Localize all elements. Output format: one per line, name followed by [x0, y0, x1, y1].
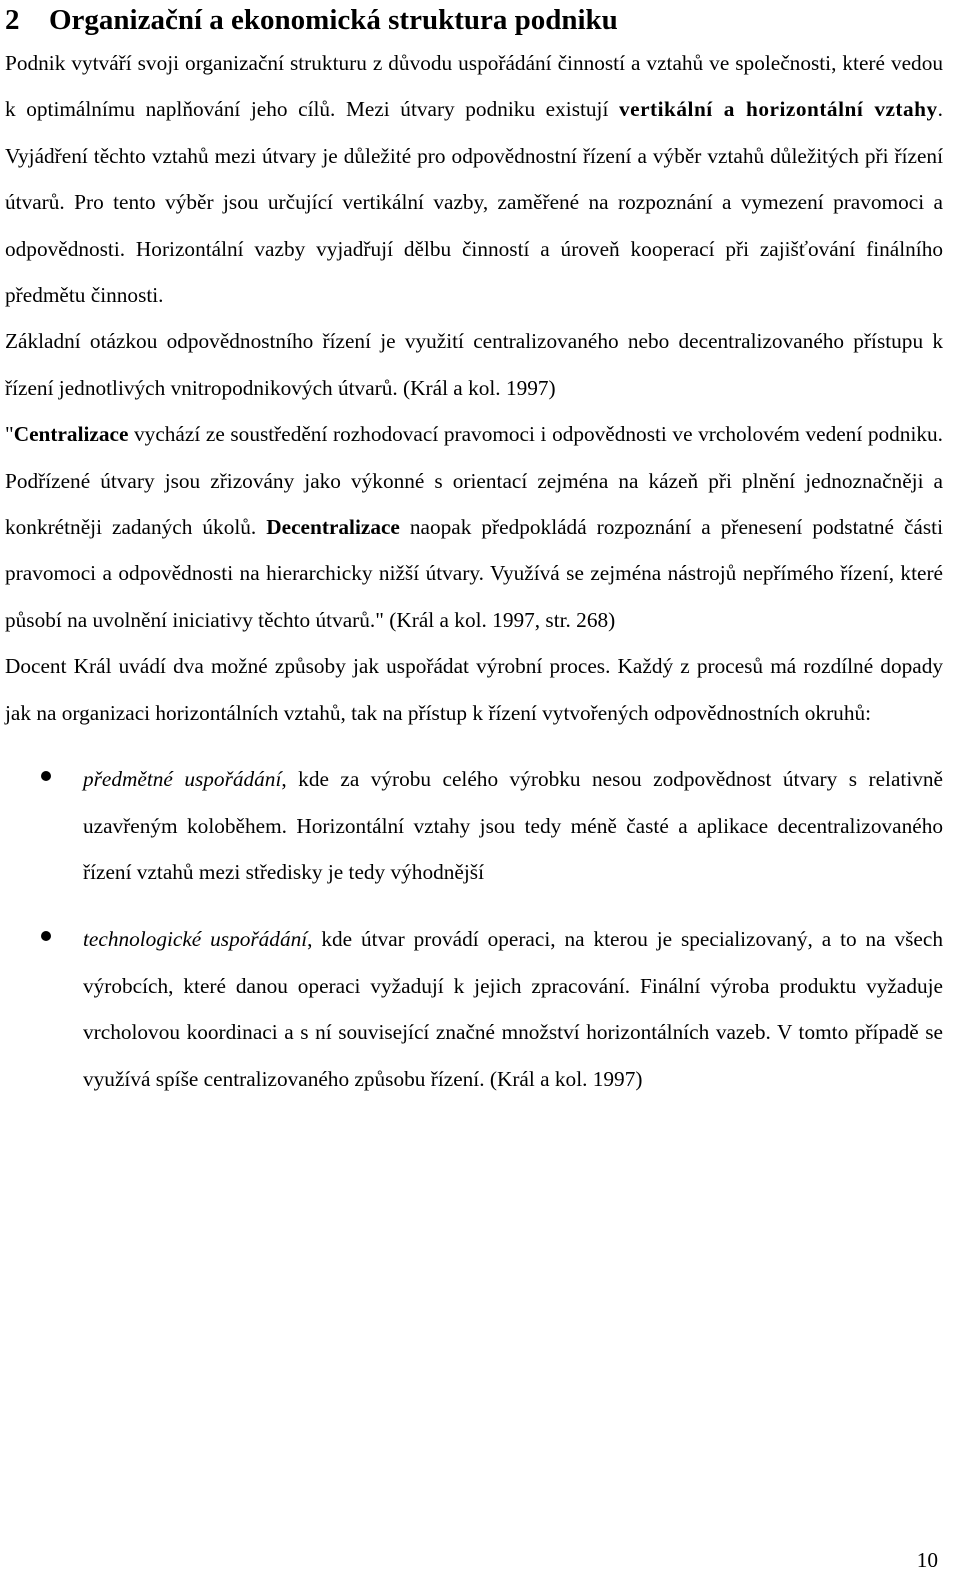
bold-term-decentralization: Decentralizace — [266, 515, 400, 540]
paragraph-quote — [5, 411, 943, 643]
paragraph-text: . Vyjádření těchto vztahů mezi útvary je důležité pro odpovědnostní řízení a výběr vztahů důležitých při řízení útvarů. Pro tento výběr jsou určující vertikální vazby, zaměřené na rozpoznání a vymezení pravomoci a odpovědnosti. Horizontální vazby vyjadřují dělbu činností a úroveň kooperací při zajišťování finálního předmětu činnosti. — [5, 97, 943, 308]
paragraph-intro-list: Docent Král uvádí dva možné způsoby jak uspořádat výrobní proces. Každý z procesů má rozdílné dopady jak na organizaci horizontálních vztahů, tak na přístup k řízení vytvořených odpovědnostních okruhů: — [5, 654, 943, 725]
document-page — [5, 0, 943, 1102]
paragraph-responsibility: Základní otázkou odpovědnostního řízení je využití centralizovaného nebo decentralizovaného přístupu k řízení jednotlivých vnitropodnikových útvarů. (Král a kol. 1997) — [5, 329, 943, 400]
paragraph-text: Podnik vytváří svoji organizační strukturu z důvodu uspořádání činností a vztahů ve společnosti, které vedou k optimálnímu naplňování jeho cílů. Mezi útvary podniku existují — [5, 51, 943, 122]
list-item-term: technologické uspořádání — [83, 927, 308, 952]
list-item-text: , kde útvar provádí operaci, na kterou je specializovaný, a to na všech výrobcích, které danou operaci vyžadují k jejich zpracování. Finální výroba produktu vyžaduje vrcholovou koordinaci a s ní související značné množství horizontálních vazeb. V tomto případě se využívá spíše centralizovaného způsobu řízení. (Král a kol. 1997) — [83, 927, 943, 1091]
paragraph-text: vychází ze soustředění rozhodovací pravomoci i odpovědnosti ve vrcholovém vedení podniku. Podřízené útvary jsou zřizovány jako výkonné s orientací zejména na kázeň při plnění jednoznačněji a konkrétněji zadaných úkolů. — [5, 422, 943, 540]
list-item — [5, 756, 943, 895]
bold-term-relations: vertikální a horizontální vztahy — [618, 97, 938, 122]
chapter-title: Organizační a ekonomická struktura podniku — [49, 4, 618, 36]
paragraph-structure — [5, 40, 943, 318]
bullet-icon — [41, 931, 51, 941]
list-item-text: , kde za výrobu celého výrobku nesou zodpovědnost útvary s relativně uzavřeným koloběhem. Horizontální vztahy jsou tedy méně časté a aplikace decentralizovaného řízení vztahů mezi středisky je tedy výhodnější — [83, 767, 943, 884]
chapter-number: 2 — [5, 4, 20, 36]
quote-mark: " — [5, 422, 14, 447]
list-item-term: předmětné uspořádání — [83, 767, 282, 792]
bullet-icon — [41, 771, 51, 781]
arrangement-list — [5, 756, 943, 1102]
chapter-heading — [5, 0, 943, 40]
list-item — [5, 916, 943, 1102]
paragraph-text: naopak předpokládá rozpoznání a přenesení podstatné části pravomoci a odpovědnosti na hierarchicky nižší útvary. Využívá se zejména nástrojů nepřímého řízení, které působí na uvolnění iniciativy těchto útvarů." (Král a kol. 1997, str. 268) — [5, 515, 944, 632]
bold-term-centralization: Centralizace — [13, 422, 129, 447]
page-number: 10 — [916, 1548, 938, 1572]
